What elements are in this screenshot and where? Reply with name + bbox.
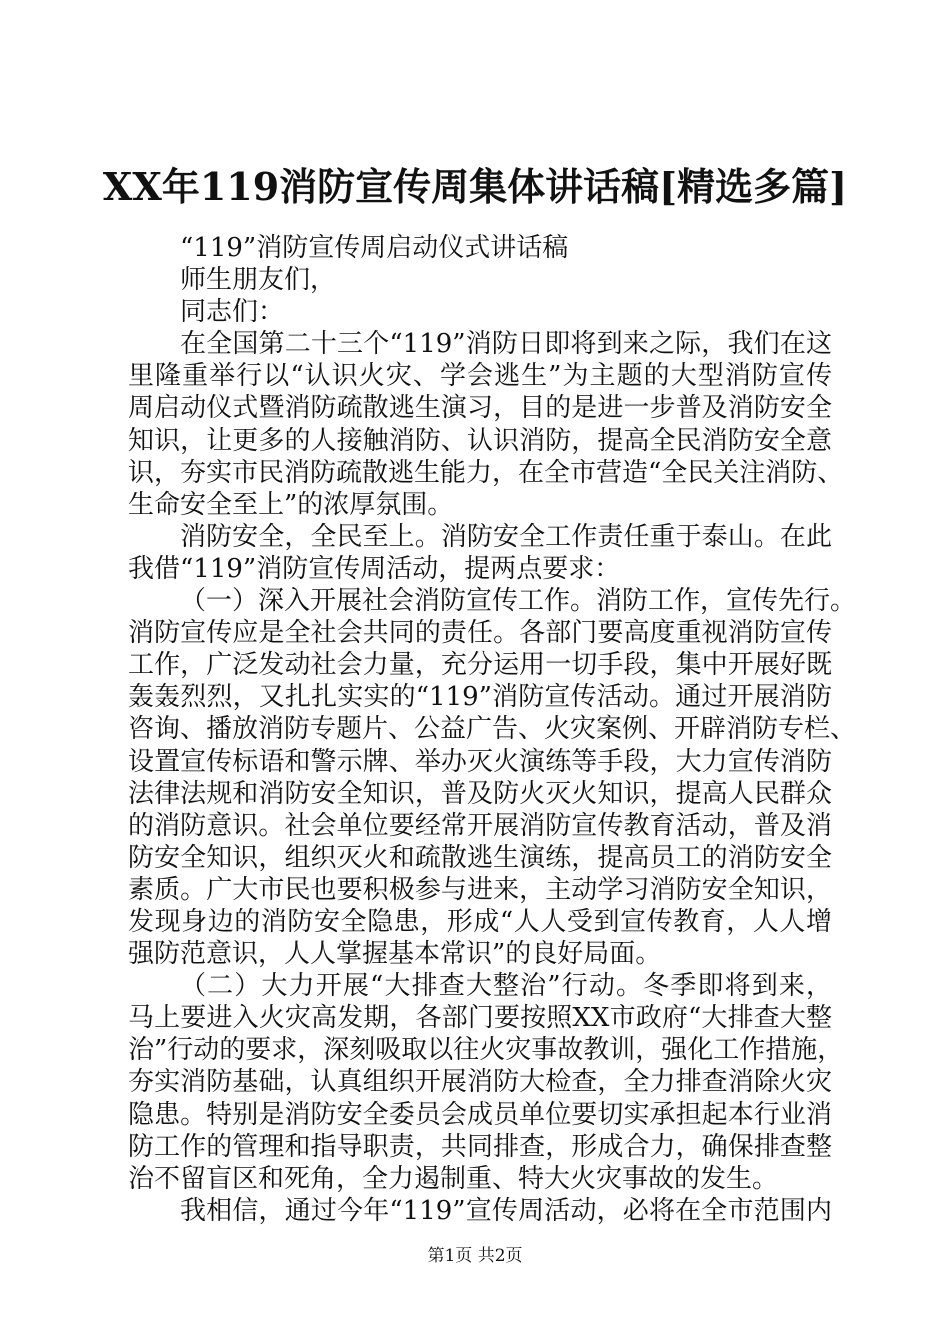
text-line: （一）深入开展社会消防宣传工作。消防工作，宣传先行。: [180, 586, 857, 617]
text-line: 同志们：: [180, 297, 285, 328]
text-line: 隐患。特别是消防安全委员会成员单位要切实承担起本行业消: [128, 1099, 832, 1130]
text-line: 消防安全，全民至上。消防安全工作责任重于泰山。在此: [180, 521, 832, 552]
text-line: 识，夯实市民消防疏散逃生能力，在全市营造“全民关注消防、: [128, 457, 844, 488]
page-number-footer: 第1页 共2页: [427, 1246, 523, 1266]
text-line: “119”消防宣传周启动仪式讲话稿: [180, 233, 569, 263]
text-line: 消防宣传应是全社会共同的责任。各部门要高度重视消防宣传: [128, 618, 832, 649]
text-line: 强防范意识，人人掌握基本常识”的良好局面。: [128, 939, 662, 970]
document-title: XX年119消防宣传周集体讲话稿[精选多篇]: [102, 164, 848, 209]
text-line: 里隆重举行以“认识火灾、学会逃生”为主题的大型消防宣传: [128, 361, 832, 392]
document-body: [128, 232, 857, 1227]
text-line: 知识，让更多的人接触消防、认识消防，提高全民消防安全意: [128, 425, 832, 456]
text-line: 设置宣传标语和警示牌、举办灭火演练等手段，大力宣传消防: [128, 746, 832, 777]
text-line: 工作，广泛发动社会力量，充分运用一切手段，集中开展好既: [128, 650, 832, 681]
text-line: （二）大力开展“大排查大整治”行动。冬季即将到来，: [180, 971, 832, 1002]
text-line: 在全国第二十三个“119”消防日即将到来之际，我们在这: [180, 329, 832, 360]
text-line: 法律法规和消防安全知识，普及防火灭火知识，提高人民群众: [128, 778, 832, 809]
text-line: 防安全知识，组织灭火和疏散逃生演练，提高员工的消防安全: [128, 842, 832, 873]
text-line: 防工作的管理和指导职责，共同排查，形成合力，确保排查整: [128, 1131, 832, 1162]
text-line: 周启动仪式暨消防疏散逃生演习，目的是进一步普及消防安全: [128, 393, 832, 424]
text-line: 马上要进入火灾高发期，各部门要按照XX市政府“大排查大整: [128, 1003, 832, 1034]
text-line: 我借“119”消防宣传周活动，提两点要求：: [128, 553, 621, 584]
text-line: 生命安全至上”的浓厚氛围。: [128, 489, 454, 520]
text-line: 咨询、播放消防专题片、公益广告、火灾案例、开辟消防专栏、: [128, 714, 857, 745]
text-line: 夯实消防基础，认真组织开展消防大检查，全力排查消除火灾: [128, 1067, 832, 1098]
text-line: 我相信，通过今年“119”宣传周活动，必将在全市范围内: [180, 1195, 832, 1226]
text-line: 师生朋友们，: [180, 265, 337, 296]
text-line: 的消防意识。社会单位要经常开展消防宣传教育活动，普及消: [128, 810, 832, 841]
text-line: 治”行动的要求，深刻吸取以往火灾事故教训，强化工作措施，: [128, 1035, 844, 1066]
text-line: 素质。广大市民也要积极参与进来，主动学习消防安全知识，: [128, 874, 832, 905]
text-line: 轰轰烈烈，又扎扎实实的“119”消防宣传活动。通过开展消防: [128, 682, 832, 713]
text-line: 治不留盲区和死角，全力遏制重、特大火灾事故的发生。: [128, 1163, 779, 1194]
text-line: 发现身边的消防安全隐患，形成“人人受到宣传教育，人人增: [128, 906, 832, 937]
